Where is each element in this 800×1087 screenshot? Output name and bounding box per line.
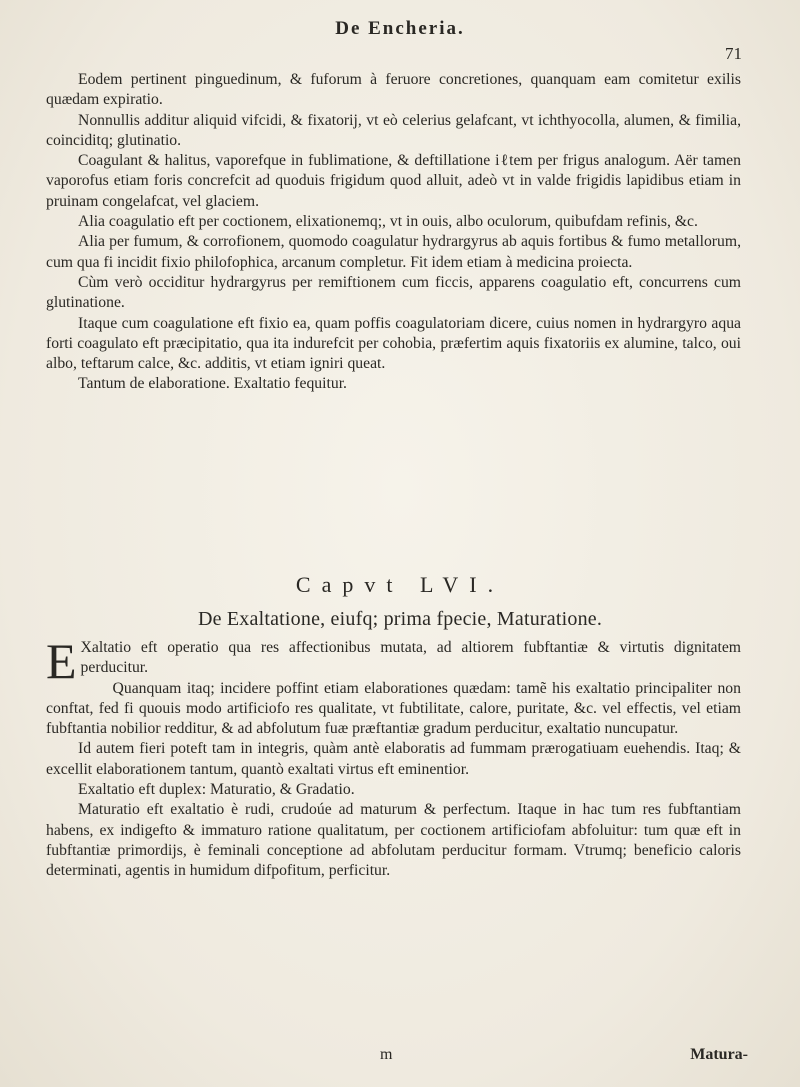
running-head [0,18,800,63]
paragraph: Eodem pertinent pinguedinum, & fuforum à feruore concretiones, quanquam eam comitetur exilis quædam expiratio. [46,71,741,109]
paragraph: Alia coagulatio eft per coctionem, elixationemq;, vt in ouis, albo oculorum, quibufdam refinis, &c. [78,213,698,231]
opening-paragraph-text: Xaltatio eft operatio qua res affectionibus mutata, ad altiorem fubftantiæ & virtutis dignitatem perducitur. [80,639,741,677]
paragraph: Quanquam itaq; incidere poffint etiam elaborationes quædam: tamẽ his exaltatio principaliter non conftat, fed fi quouis modo artificiofo res qualitate, vt fubtilitate, calore, puritate, &c. vel effectis, vel etiam fubftantia nobilior redditur, & ad abfolutum fuæ præftantiæ gradum perducitur, exaltatio nuncupatur. [46,679,741,738]
paragraph: Coagulant & halitus, vaporefque in fublimatione, & deftillatione iℓtem per frigus analogum. Aër tamen vaporofus etiam foris concrefcit ad quoduis frigidum quod alluit, adeò vt in valde frigidis lapidibus etiam in pruinam congelafcat, vel glaciem. [46,152,741,210]
text-block-bottom [46,633,741,882]
running-title: De Encheria. [335,18,465,39]
catchword: Matura- [690,1046,748,1063]
paragraph: Tantum de elaboratione. Exaltatio fequitur. [78,375,347,393]
paragraph: Alia per fumum, & corrofionem, quomodo coagulatur hydrargyrus ab aquis fortibus & fumo metallorum, cum qua fi incidit fixio philofophica, arcanum completur. Fit idem etiam à medicina proiecta. [46,233,741,271]
chapter-title: De Exaltatione, eiufq; prima fpecie, Maturatione. [197,608,603,630]
paragraph: Itaque cum coagulatione eft fixio ea, quam poffis coagulatoriam dicere, cuius nomen in hydrargyro aqua forti coagulato eft præcipitatio, qua ita indurefcit per cohobia, præfertim aquis fixatoriis ex alumine, talco, oui albo, teftarum calce, &c. additis, vt etiam igniri queat. [46,314,741,373]
drop-cap: E [46,633,77,689]
chapter-heading [0,572,800,631]
paragraph: Exaltatio eft duplex: Maturatio, & Gradatio. [78,781,355,799]
paragraph: Id autem fieri poteft tam in integris, quàm antè elaboratis ad fummam prærogatiuam euehendis. Itaq; & excellit elaborationem tantum, quantò exaltati virtus eft eminentior. [46,740,741,778]
chapter-label: Capvt LVI. [295,572,505,597]
paragraph: Maturatio eft exaltatio è rudi, crudoúe ad maturum & perfectum. Itaque in hac tum res fubftantiam habens, ex indigefto & immaturo ratione qualitatum, per coctionem artificiofam abfoluitur: tum quæ eft in fubftantiæ primordijs, è feminali conceptione ad abfolutam perducitur formam. Vtrumq; beneficio caloris determinati, agentis in humidum difpofitum, perficitur. [46,801,741,880]
paragraph: Nonnullis additur aliquid vifcidi, & fixatorij, vt eò celerius gelafcant, vt ichthyocolla, alumen, & fimilia, coinciditq; glutinatio. [46,111,741,149]
paragraph: Cùm verò occiditur hydrargyrus per remiftionem cum ficcis, apparens coagulatio eft, concurrens cum glutinatione. [46,273,741,312]
page-number: 71 [725,44,742,63]
opening-paragraph [46,633,741,689]
signature-mark: m [380,1046,393,1063]
page-footer [0,1046,800,1070]
text-block-top [46,70,741,395]
